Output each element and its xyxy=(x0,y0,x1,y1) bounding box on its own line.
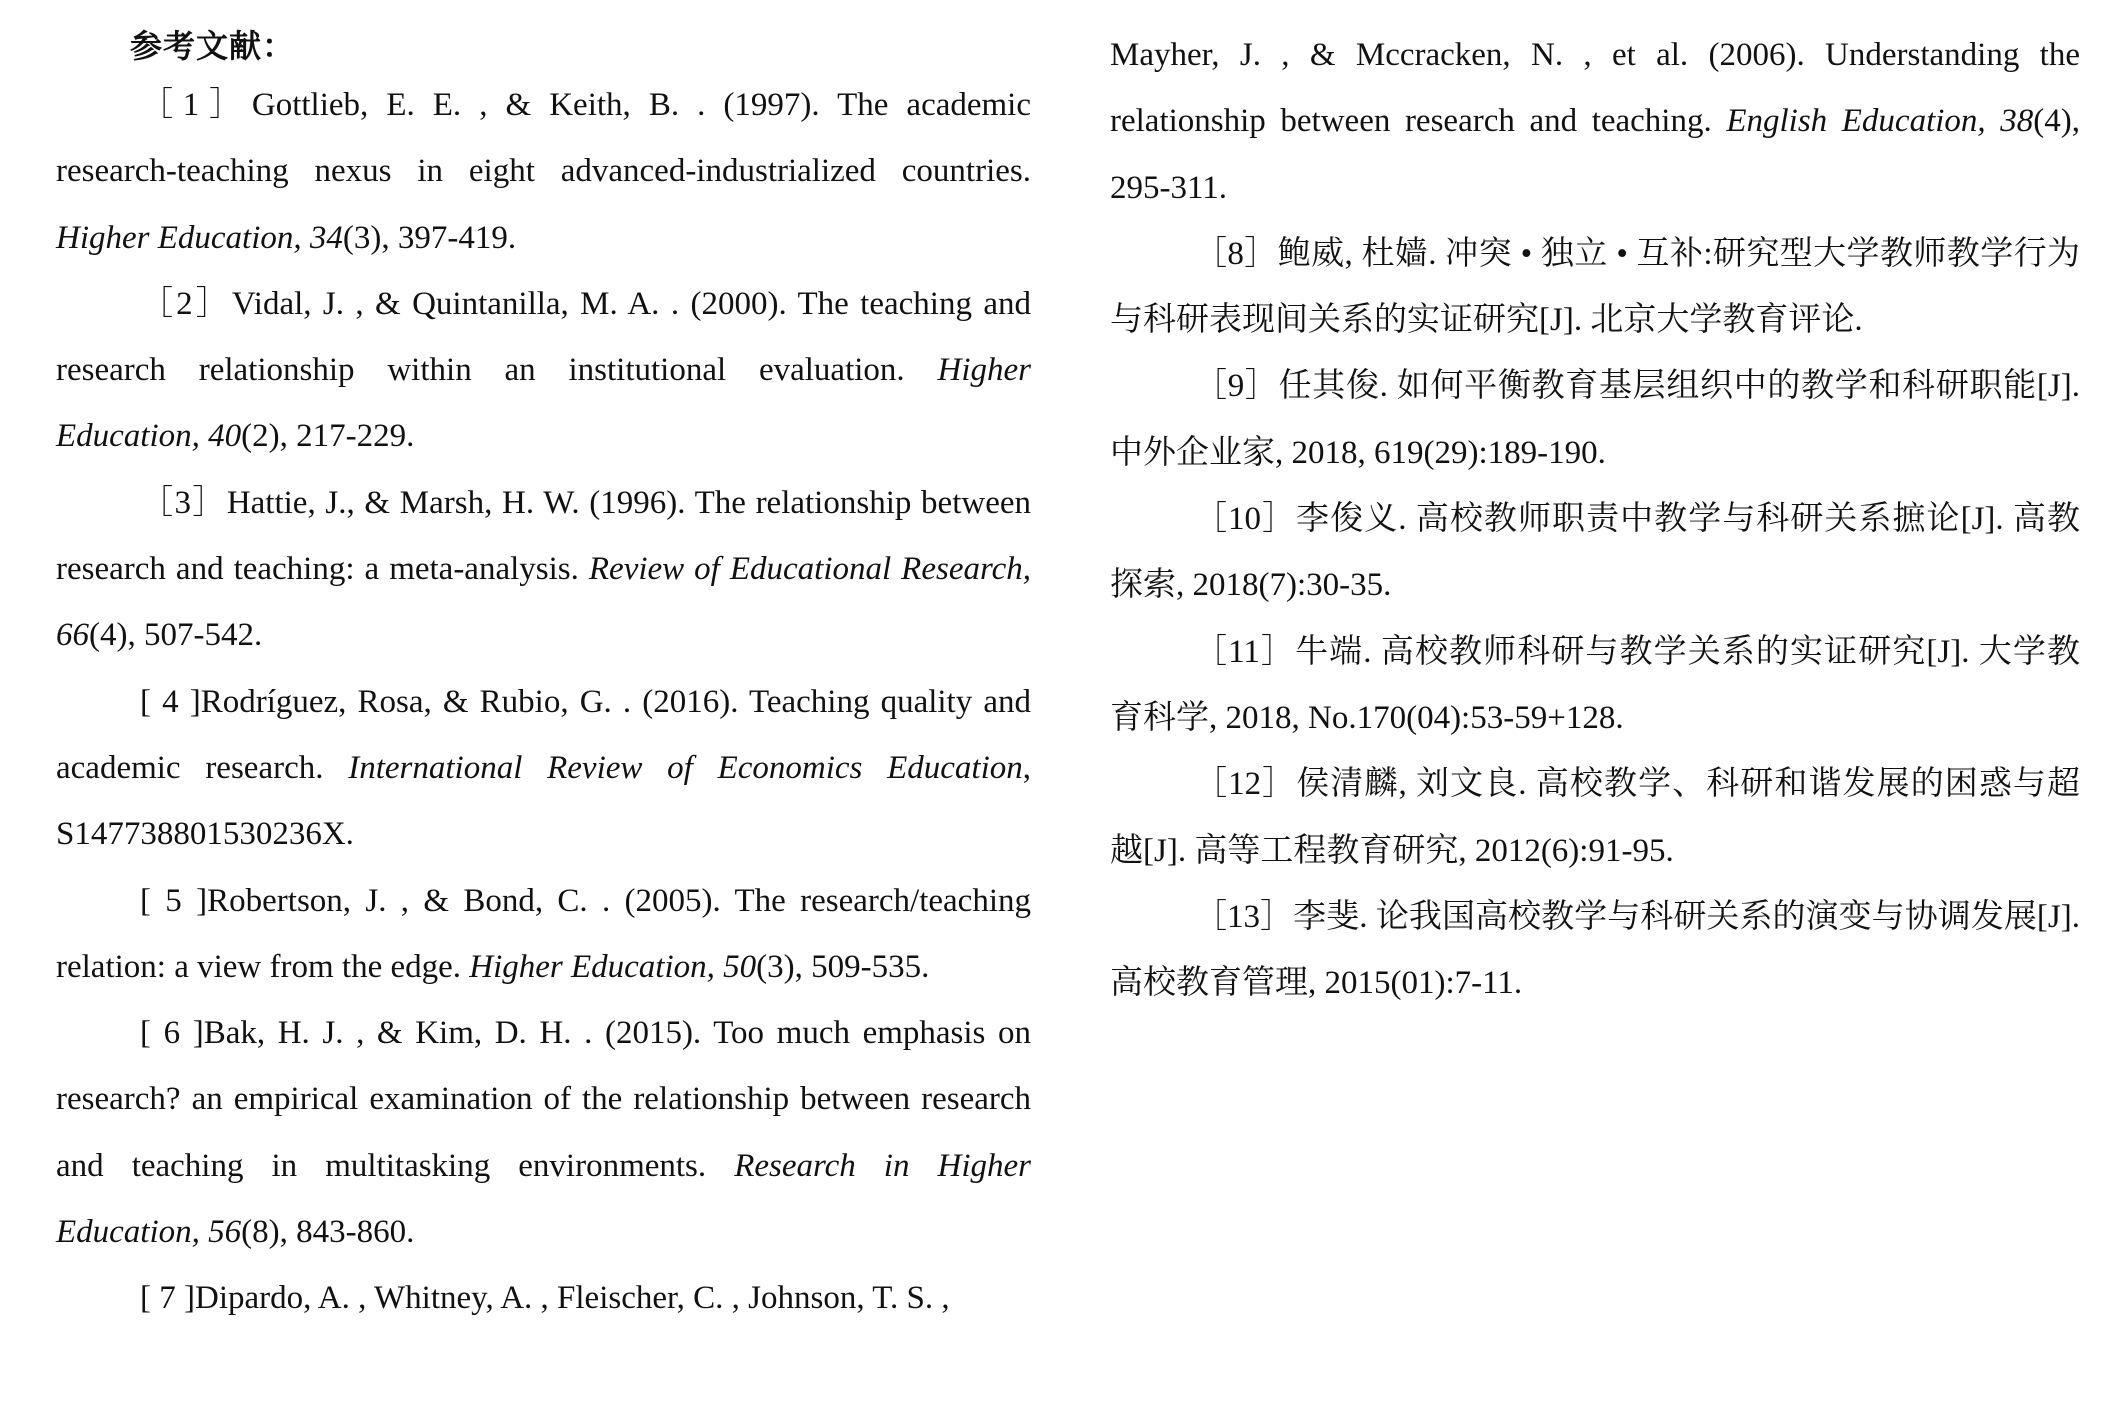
reference-journal: Higher Education, 34 xyxy=(56,219,343,256)
reference-text: Dipardo, A. , Whitney, A. , Fleischer, C. , Johnson, T. S. , xyxy=(194,1280,950,1317)
reference-text: 牛端. 高校教师科研与教学关系的实证研究[J]. 大学教育科学, 2018, No.170(04):53-59+128. xyxy=(1110,633,2080,736)
reference-4 xyxy=(56,669,1031,868)
reference-2 xyxy=(56,271,1031,470)
reference-number: [ 6 ] xyxy=(140,1015,204,1052)
reference-7 xyxy=(56,1265,1031,1331)
reference-pages: (3), 509-535. xyxy=(756,948,930,985)
reference-text: 侯清麟, 刘文良. 高校教学、科研和谐发展的困惑与超越[J]. 高等工程教育研究, 2012(6):91-95. xyxy=(1110,766,2081,869)
reference-3 xyxy=(56,470,1031,669)
reference-text: Robertson, J. , & Bond, C. . (2005). The research/teaching relation: a view from the edge. xyxy=(56,882,1031,985)
reference-journal: Research in Higher Education, 56 xyxy=(56,1147,1031,1251)
reference-number: ［12］ xyxy=(1194,766,1297,803)
reference-text: Rodríguez, Rosa, & Rubio, G. . (2016). Teaching quality and academic research. xyxy=(56,683,1031,786)
reference-number: ［2］ xyxy=(140,285,232,322)
reference-text: 李斐. 论我国高校教学与科研关系的演变与协调发展[J]. 高校教育管理, 2015(01):7-11. xyxy=(1110,898,2081,1002)
reference-journal: Higher Education, 50 xyxy=(469,948,757,985)
reference-pages: (8), 843-860. xyxy=(241,1214,415,1251)
reference-13 xyxy=(1110,884,2080,1017)
reference-pages: (2), 217-229. xyxy=(241,418,415,455)
reference-text: 鲍威, 杜嫱. 冲突 • 独立 • 互补:研究型大学教师教学行为与科研表现间关系的实证研究[J]. 北京大学教育评论. xyxy=(1110,235,2081,339)
reference-number: ［10］ xyxy=(1194,501,1297,538)
reference-journal: International Review of Economics Education xyxy=(348,749,1023,786)
reference-text: Hattie, J., & Marsh, H. W. (1996). The relationship between research and teaching: a meta-analysis. xyxy=(56,484,1031,588)
reference-number: ［1］ xyxy=(140,87,252,123)
reference-number: ［3］ xyxy=(140,484,227,521)
reference-text: Bak, H. J. , & Kim, D. H. . (2015). Too much emphasis on research? an empirical examination of the relationship between research and teaching in multitasking environments. xyxy=(56,1015,1031,1184)
reference-number: [ 5 ] xyxy=(140,882,208,919)
reference-number: [ 4 ] xyxy=(140,683,201,720)
reference-pages: (4), 507-542. xyxy=(89,617,263,654)
reference-8 xyxy=(1110,221,2080,354)
reference-pages: (4), 295-311. xyxy=(1110,103,2080,206)
reference-11 xyxy=(1110,619,2080,752)
reference-7-continued xyxy=(1110,22,2080,221)
reference-12 xyxy=(1110,751,2080,884)
reference-number: ［8］ xyxy=(1194,235,1278,272)
reference-number: ［9］ xyxy=(1194,368,1279,405)
reference-text: Mayher, J. , & Mccracken, N. , et al. (2006). Understanding the relationship between research and teaching. xyxy=(1110,37,2080,140)
right-column xyxy=(1110,22,2080,1016)
reference-number: ［11］ xyxy=(1194,633,1296,670)
reference-journal: English Education, 38 xyxy=(1726,103,2034,140)
left-column xyxy=(56,22,1031,1332)
reference-10 xyxy=(1110,486,2080,619)
reference-text: 任其俊. 如何平衡教育基层组织中的教学和科研职能[J]. 中外企业家, 2018, 619(29):189-190. xyxy=(1110,368,2081,471)
reference-9 xyxy=(1110,353,2080,486)
reference-journal: Higher Education, 40 xyxy=(56,352,1031,455)
reference-pages: , S147738801530236X. xyxy=(56,749,1031,853)
reference-journal: Review of Educational Research, 66 xyxy=(56,551,1031,654)
reference-6 xyxy=(56,1000,1031,1265)
reference-1 xyxy=(56,72,1031,271)
reference-text: 李俊义. 高校教师职责中教学与科研关系摭论[J]. 高教探索, 2018(7):30-35. xyxy=(1110,501,2080,604)
reference-number: [ 7 ] xyxy=(140,1280,195,1317)
reference-text: Gottlieb, E. E. , & Keith, B. . (1997). The academic research-teaching nexus in eight advanced-industrialized countries. xyxy=(56,87,1031,190)
reference-pages: (3), 397-419. xyxy=(342,219,517,256)
references-heading: 参考文献： xyxy=(130,27,296,65)
reference-number: ［13］ xyxy=(1194,898,1294,935)
reference-5 xyxy=(56,868,1031,1001)
reference-text: Vidal, J. , & Quintanilla, M. A. . (2000). The teaching and research relationship within an institutional evaluation. xyxy=(56,285,1031,389)
